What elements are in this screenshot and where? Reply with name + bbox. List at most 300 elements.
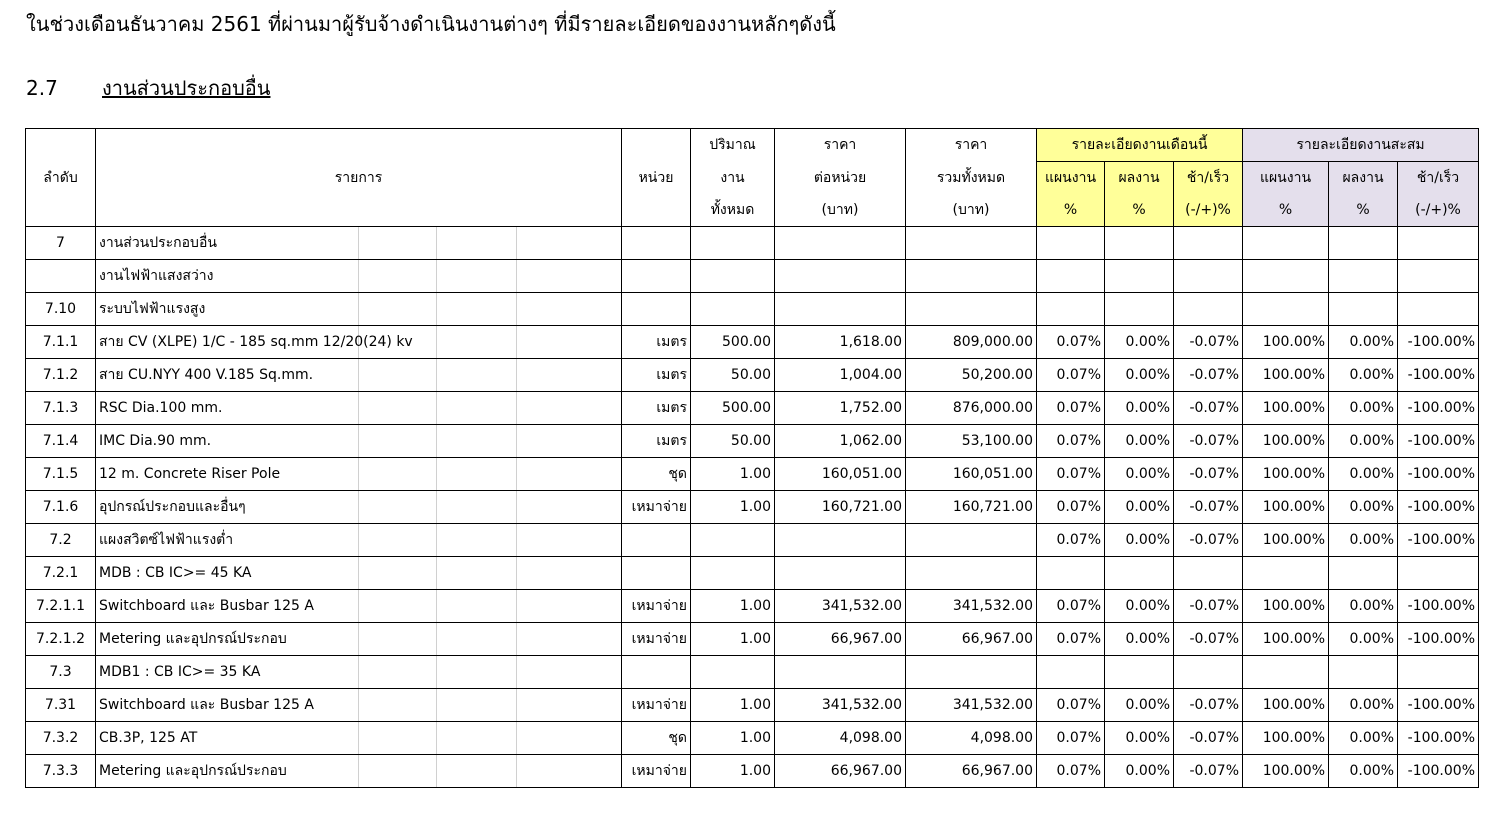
hdr-unit: หน่วย [622,162,691,195]
row-item [96,458,622,491]
row-seq: 7.1.2 [26,359,96,392]
row-cum-plan [1243,656,1329,689]
row-item [96,326,622,359]
grid-divider [516,293,517,325]
grid-divider [358,458,359,490]
row-item-label: Metering และอุปกรณ์ประกอบ [99,763,287,779]
hdr-qty-3: ทั้งหมด [691,194,775,227]
hdr-cum-diff: ช้า/เร็ว [1398,162,1479,195]
row-unit [622,260,691,293]
row-qty: 1.00 [691,590,775,623]
row-month-plan: 0.07% [1037,623,1105,656]
row-month-plan: 0.07% [1037,689,1105,722]
row-total-price: 53,100.00 [906,425,1037,458]
row-unit-price: 1,752.00 [775,392,906,425]
row-seq: 7.1.3 [26,392,96,425]
row-month-diff: -0.07% [1174,326,1243,359]
row-qty: 1.00 [691,722,775,755]
row-cum-plan: 100.00% [1243,326,1329,359]
table-row [26,392,1479,425]
section-title [26,72,270,104]
grid-divider [516,656,517,688]
row-month-diff [1174,656,1243,689]
row-cum-result: 0.00% [1329,326,1398,359]
row-seq: 7.1.4 [26,425,96,458]
row-cum-plan: 100.00% [1243,755,1329,788]
page-heading: ในช่วงเดือนธันวาคม 2561 ที่ผ่านมาผู้รับจ้างดำเนินงานต่างๆ ที่มีรายละเอียดของงานหลักๆดังนี้ [26,12,836,36]
table-row [26,458,1479,491]
hdr-total-2: รวมทั้งหมด [906,162,1037,195]
row-month-plan: 0.07% [1037,326,1105,359]
row-item [96,689,622,722]
grid-divider [516,392,517,424]
row-item-label: ระบบไฟฟ้าแรงสูง [99,301,206,317]
hdr-seq-bottom [26,194,96,227]
row-total-price: 341,532.00 [906,590,1037,623]
row-item-label: อุปกรณ์ประกอบและอื่นๆ [99,499,246,515]
row-unit: เมตร [622,392,691,425]
row-unit-price: 4,098.00 [775,722,906,755]
table-row [26,524,1479,557]
row-cum-plan: 100.00% [1243,722,1329,755]
row-cum-result [1329,293,1398,326]
row-unit-price [775,557,906,590]
row-total-price: 809,000.00 [906,326,1037,359]
row-seq: 7.31 [26,689,96,722]
row-item [96,524,622,557]
row-month-result: 0.00% [1105,458,1174,491]
grid-divider [436,623,437,655]
grid-divider [358,557,359,589]
row-cum-plan: 100.00% [1243,458,1329,491]
row-qty: 500.00 [691,326,775,359]
row-item-label: งานส่วนประกอบอื่น [99,235,217,251]
row-qty: 1.00 [691,689,775,722]
row-unit-price: 66,967.00 [775,623,906,656]
row-item [96,491,622,524]
section-name: งานส่วนประกอบอื่น [102,76,271,100]
row-month-result [1105,260,1174,293]
row-cum-result: 0.00% [1329,722,1398,755]
row-unit: เหมาจ่าย [622,491,691,524]
row-month-plan: 0.07% [1037,755,1105,788]
row-qty: 1.00 [691,623,775,656]
row-cum-plan: 100.00% [1243,359,1329,392]
row-cum-plan: 100.00% [1243,491,1329,524]
table-row [26,293,1479,326]
row-month-diff: -0.07% [1174,623,1243,656]
table-row [26,359,1479,392]
row-cum-plan: 100.00% [1243,524,1329,557]
row-month-result: 0.00% [1105,491,1174,524]
hdr-total-1: ราคา [906,129,1037,162]
row-seq: 7.1.6 [26,491,96,524]
row-qty: 50.00 [691,425,775,458]
row-cum-plan: 100.00% [1243,590,1329,623]
row-month-diff: -0.07% [1174,425,1243,458]
row-month-result: 0.00% [1105,755,1174,788]
row-unit-price: 341,532.00 [775,689,906,722]
row-unit: เหมาจ่าย [622,590,691,623]
row-month-plan: 0.07% [1037,458,1105,491]
grid-divider [516,227,517,259]
row-month-result [1105,656,1174,689]
row-qty [691,557,775,590]
row-item [96,392,622,425]
row-month-plan [1037,557,1105,590]
hdr-item-bottom [96,194,622,227]
grid-divider [516,590,517,622]
grid-divider [436,425,437,457]
row-seq: 7.3 [26,656,96,689]
grid-divider [358,392,359,424]
grid-divider [436,326,437,358]
row-month-diff: -0.07% [1174,722,1243,755]
row-cum-diff: -100.00% [1398,524,1479,557]
hdr-price-1: ราคา [775,129,906,162]
grid-divider [516,524,517,556]
row-item-label: สาย CU.NYY 400 V.185 Sq.mm. [99,367,314,383]
row-unit-price: 160,051.00 [775,458,906,491]
row-cum-result: 0.00% [1329,392,1398,425]
row-unit-price: 1,618.00 [775,326,906,359]
row-item [96,425,622,458]
row-item-label: MDB1 : CB IC>= 35 KA [99,664,261,680]
table-row [26,722,1479,755]
grid-divider [516,359,517,391]
row-cum-plan [1243,260,1329,293]
row-cum-result: 0.00% [1329,458,1398,491]
row-cum-diff [1398,557,1479,590]
row-cum-result: 0.00% [1329,491,1398,524]
row-seq: 7.1.5 [26,458,96,491]
row-unit: เมตร [622,326,691,359]
row-cum-result [1329,260,1398,293]
row-cum-diff: -100.00% [1398,623,1479,656]
grid-divider [436,656,437,688]
row-seq: 7.10 [26,293,96,326]
row-item-label: IMC Dia.90 mm. [99,433,212,449]
hdr-month-plan-pct: % [1037,194,1105,227]
row-total-price: 160,721.00 [906,491,1037,524]
grid-divider [358,689,359,721]
hdr-unit-top [622,129,691,162]
row-cum-diff [1398,293,1479,326]
row-cum-plan: 100.00% [1243,425,1329,458]
row-month-diff: -0.07% [1174,755,1243,788]
row-total-price: 66,967.00 [906,755,1037,788]
hdr-seq: ลำดับ [26,162,96,195]
row-seq: 7.2.1.2 [26,623,96,656]
hdr-month-group: รายละเอียดงานเดือนนี้ [1037,129,1243,162]
row-qty [691,227,775,260]
table-row [26,590,1479,623]
row-unit: เหมาจ่าย [622,689,691,722]
hdr-item-top [96,129,622,162]
table-row [26,491,1479,524]
grid-divider [358,722,359,754]
row-cum-result: 0.00% [1329,623,1398,656]
row-item [96,755,622,788]
row-month-plan: 0.07% [1037,722,1105,755]
row-month-plan: 0.07% [1037,491,1105,524]
grid-divider [516,755,517,787]
row-month-diff [1174,227,1243,260]
row-month-result: 0.00% [1105,425,1174,458]
table-row [26,227,1479,260]
row-month-result: 0.00% [1105,722,1174,755]
grid-divider [516,260,517,292]
row-item-label: CB.3P, 125 AT [99,730,198,746]
row-total-price: 4,098.00 [906,722,1037,755]
row-unit-price: 160,721.00 [775,491,906,524]
grid-divider [516,722,517,754]
hdr-unit-bottom [622,194,691,227]
grid-divider [436,293,437,325]
row-month-result: 0.00% [1105,590,1174,623]
grid-divider [358,359,359,391]
row-item [96,656,622,689]
row-unit: ชุด [622,458,691,491]
row-month-plan: 0.07% [1037,425,1105,458]
row-qty: 50.00 [691,359,775,392]
row-month-plan [1037,260,1105,293]
row-item-label: สาย CV (XLPE) 1/C - 185 sq.mm 12/20(24) kv [99,334,413,350]
row-cum-result: 0.00% [1329,755,1398,788]
hdr-month-diff: ช้า/เร็ว [1174,162,1243,195]
row-item-label: RSC Dia.100 mm. [99,400,223,416]
row-seq: 7.2.1 [26,557,96,590]
hdr-cum-result: ผลงาน [1329,162,1398,195]
row-unit [622,227,691,260]
row-month-diff: -0.07% [1174,359,1243,392]
grid-divider [436,524,437,556]
row-cum-diff: -100.00% [1398,425,1479,458]
row-month-plan [1037,227,1105,260]
section-number: 2.7 [26,76,58,100]
grid-divider [358,623,359,655]
row-month-result: 0.00% [1105,392,1174,425]
table-row [26,326,1479,359]
hdr-qty-1: ปริมาณ [691,129,775,162]
row-total-price: 160,051.00 [906,458,1037,491]
row-total-price [906,656,1037,689]
row-item-label: งานไฟฟ้าแสงสว่าง [99,268,214,284]
grid-divider [436,227,437,259]
hdr-seq-top [26,129,96,162]
row-month-result: 0.00% [1105,524,1174,557]
grid-divider [516,458,517,490]
grid-divider [516,425,517,457]
row-cum-result: 0.00% [1329,359,1398,392]
row-month-result [1105,227,1174,260]
row-cum-result [1329,656,1398,689]
grid-divider [516,326,517,358]
row-unit [622,557,691,590]
grid-divider [516,689,517,721]
row-cum-plan [1243,227,1329,260]
table-row [26,755,1479,788]
row-cum-diff [1398,227,1479,260]
row-qty: 1.00 [691,458,775,491]
row-month-diff: -0.07% [1174,458,1243,491]
grid-divider [436,755,437,787]
grid-divider [358,755,359,787]
row-cum-result: 0.00% [1329,425,1398,458]
row-cum-result: 0.00% [1329,590,1398,623]
progress-table [25,128,1479,788]
grid-divider [516,623,517,655]
row-cum-diff [1398,260,1479,293]
row-unit-price: 1,004.00 [775,359,906,392]
row-item [96,623,622,656]
hdr-item: รายการ [96,162,622,195]
row-qty [691,293,775,326]
hdr-cum-plan: แผนงาน [1243,162,1329,195]
row-unit: เหมาจ่าย [622,755,691,788]
row-item [96,590,622,623]
table-row [26,623,1479,656]
row-cum-diff: -100.00% [1398,326,1479,359]
hdr-cum-diff-pct: (-/+)% [1398,194,1479,227]
row-qty [691,260,775,293]
row-cum-diff: -100.00% [1398,392,1479,425]
row-seq: 7.1.1 [26,326,96,359]
grid-divider [358,590,359,622]
row-month-diff: -0.07% [1174,689,1243,722]
row-total-price: 876,000.00 [906,392,1037,425]
row-seq: 7.3.3 [26,755,96,788]
row-total-price [906,557,1037,590]
grid-divider [436,491,437,523]
row-unit-price [775,227,906,260]
row-unit-price [775,260,906,293]
row-cum-diff: -100.00% [1398,458,1479,491]
row-cum-plan: 100.00% [1243,392,1329,425]
row-total-price: 50,200.00 [906,359,1037,392]
table-row [26,557,1479,590]
row-unit: เมตร [622,359,691,392]
grid-divider [358,491,359,523]
row-cum-diff: -100.00% [1398,755,1479,788]
row-month-result: 0.00% [1105,359,1174,392]
grid-divider [358,425,359,457]
row-month-diff [1174,557,1243,590]
row-unit-price [775,293,906,326]
row-cum-plan: 100.00% [1243,623,1329,656]
row-item-label: แผงสวิตซ์ไฟฟ้าแรงต่ำ [99,532,234,548]
grid-divider [436,458,437,490]
row-seq: 7.3.2 [26,722,96,755]
row-unit: เมตร [622,425,691,458]
row-cum-plan [1243,293,1329,326]
row-month-result [1105,557,1174,590]
row-total-price: 66,967.00 [906,623,1037,656]
row-item-label: 12 m. Concrete Riser Pole [99,466,281,482]
row-cum-result: 0.00% [1329,689,1398,722]
row-item [96,722,622,755]
row-month-diff: -0.07% [1174,524,1243,557]
row-item [96,293,622,326]
row-item [96,359,622,392]
grid-divider [358,656,359,688]
row-unit-price: 341,532.00 [775,590,906,623]
row-month-plan: 0.07% [1037,524,1105,557]
row-total-price [906,260,1037,293]
row-cum-plan: 100.00% [1243,689,1329,722]
row-qty [691,656,775,689]
row-item-label: Metering และอุปกรณ์ประกอบ [99,631,287,647]
row-month-result: 0.00% [1105,689,1174,722]
table-row [26,656,1479,689]
hdr-month-result: ผลงาน [1105,162,1174,195]
row-cum-diff: -100.00% [1398,359,1479,392]
row-cum-diff: -100.00% [1398,590,1479,623]
row-month-plan: 0.07% [1037,359,1105,392]
row-cum-diff: -100.00% [1398,491,1479,524]
grid-divider [436,557,437,589]
row-seq [26,260,96,293]
hdr-cum-plan-pct: % [1243,194,1329,227]
grid-divider [436,722,437,754]
grid-divider [516,491,517,523]
row-cum-plan [1243,557,1329,590]
hdr-month-plan: แผนงาน [1037,162,1105,195]
grid-divider [436,359,437,391]
row-total-price [906,524,1037,557]
row-cum-diff [1398,656,1479,689]
row-unit [622,656,691,689]
hdr-total-3: (บาท) [906,194,1037,227]
row-unit-price [775,524,906,557]
row-unit [622,293,691,326]
hdr-cum-group: รายละเอียดงานสะสม [1243,129,1479,162]
row-item-label: Switchboard และ Busbar 125 A [99,697,314,713]
row-cum-diff: -100.00% [1398,722,1479,755]
row-unit: ชุด [622,722,691,755]
row-seq: 7 [26,227,96,260]
row-month-diff: -0.07% [1174,491,1243,524]
hdr-cum-result-pct: % [1329,194,1398,227]
row-cum-diff: -100.00% [1398,689,1479,722]
row-unit-price [775,656,906,689]
row-month-diff: -0.07% [1174,590,1243,623]
hdr-month-diff-pct: (-/+)% [1174,194,1243,227]
row-qty: 1.00 [691,491,775,524]
grid-divider [436,392,437,424]
row-month-plan [1037,293,1105,326]
row-unit: เหมาจ่าย [622,623,691,656]
row-seq: 7.2 [26,524,96,557]
row-total-price: 341,532.00 [906,689,1037,722]
row-unit [622,524,691,557]
row-qty [691,524,775,557]
table-row [26,689,1479,722]
table-row [26,260,1479,293]
row-month-diff [1174,260,1243,293]
row-total-price [906,293,1037,326]
grid-divider [436,260,437,292]
grid-divider [358,524,359,556]
row-month-plan: 0.07% [1037,392,1105,425]
hdr-month-result-pct: % [1105,194,1174,227]
hdr-price-3: (บาท) [775,194,906,227]
row-total-price [906,227,1037,260]
row-cum-result: 0.00% [1329,524,1398,557]
grid-divider [516,557,517,589]
row-month-plan: 0.07% [1037,590,1105,623]
hdr-qty-2: งาน [691,162,775,195]
